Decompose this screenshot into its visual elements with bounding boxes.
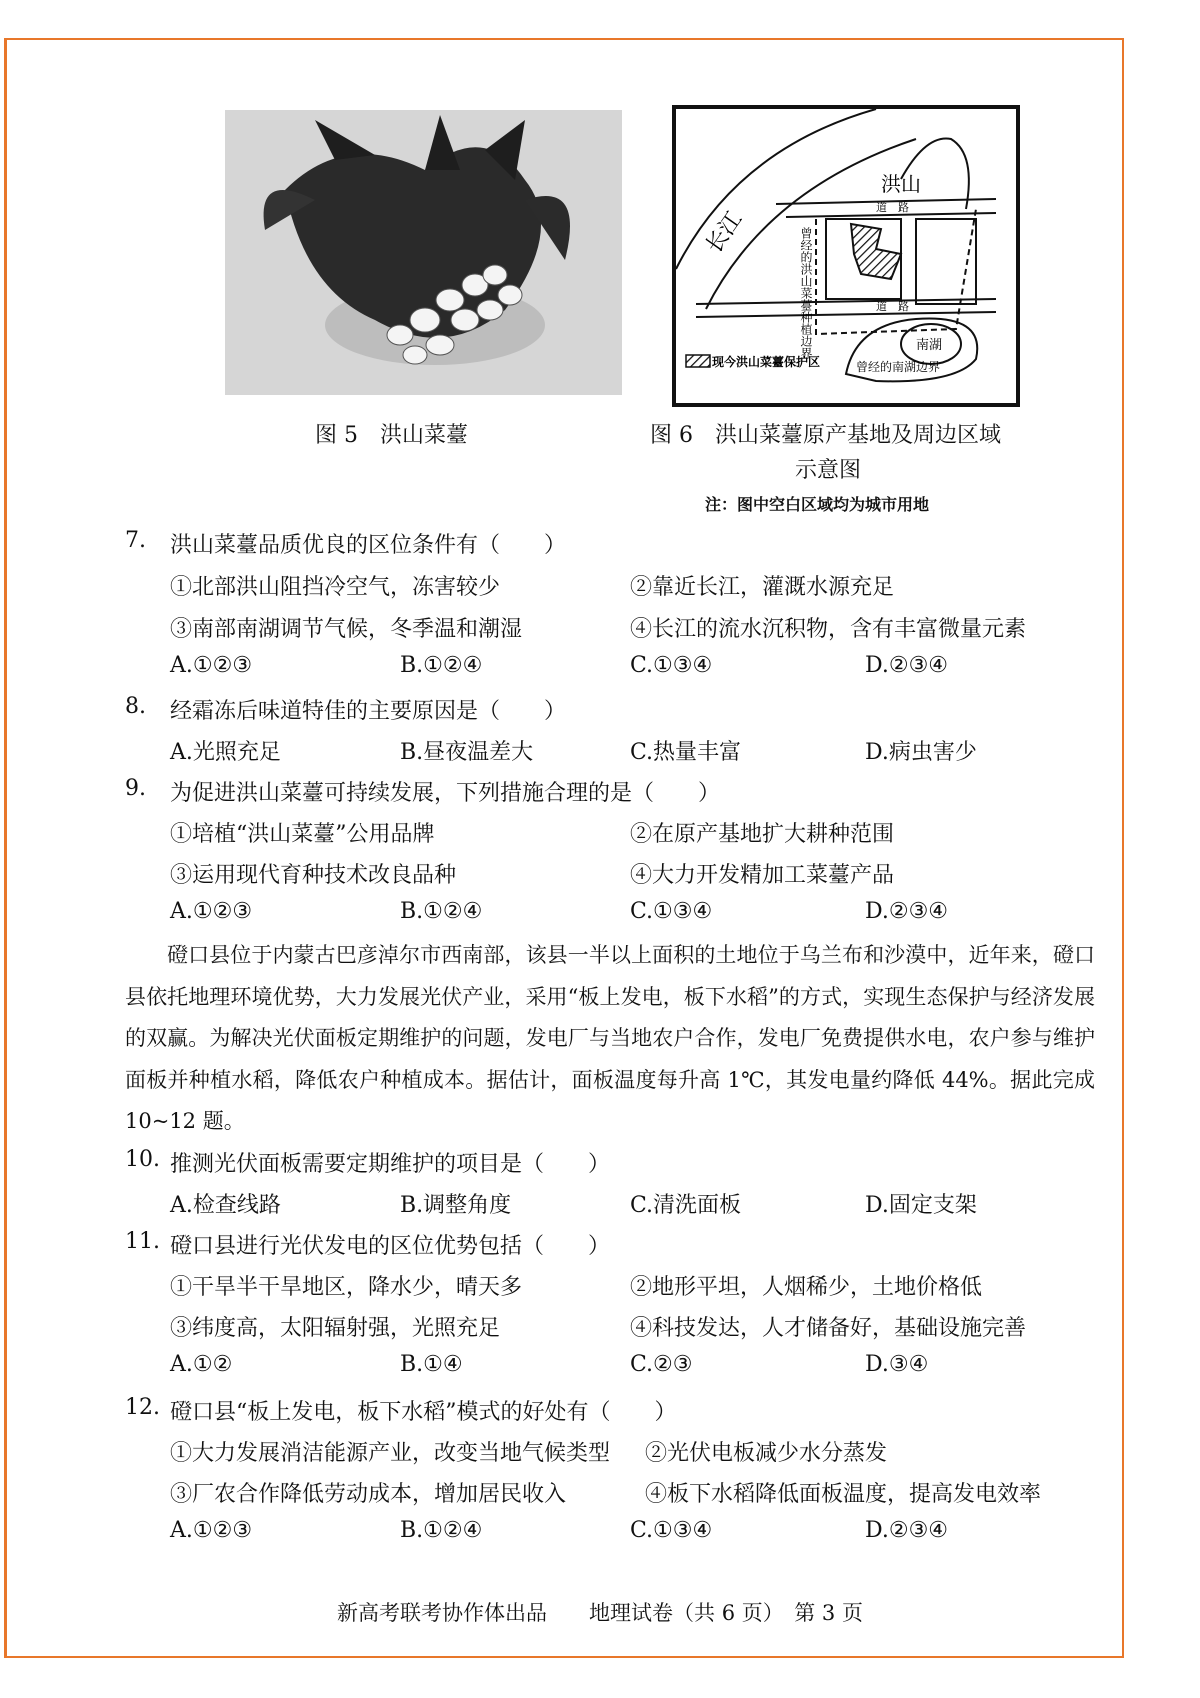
question-9-option-a[interactable]: A.①②③	[170, 899, 253, 924]
page-border-top	[4, 38, 1124, 40]
question-12-option-a[interactable]: A.①②③	[170, 1518, 253, 1543]
question-7-option-a[interactable]: A.①②③	[170, 653, 253, 678]
hongshan-region-map	[672, 105, 1020, 407]
page-border-left	[4, 38, 7, 1658]
question-7-statement-2: ②靠近长江，灌溉水源充足	[630, 575, 895, 600]
question-9-statement-2: ②在原产基地扩大耕种范围	[630, 822, 895, 847]
map-river-label: 长江	[701, 207, 748, 259]
reading-passage: 磴口县位于内蒙古巴彦淖尔市西南部，该县一半以上面积的土地位于乌兰布和沙漠中，近年来，磴口县依托地理环境优势，大力发展光伏产业，采用“板上发电，板下水稻”的方式，实现生态保护与经济发展的双赢。为解决光伏面板定期维护的问题，发电厂与当地农户合作，发电厂免费提供水电，农户参与维护面板并种植水稻，降低农户种植成本。据估计，面板温度每升高 1℃，其发电量约降低 44%。据此完成 10~12 题。	[125, 943, 1095, 1133]
question-11-number: 11.	[125, 1229, 160, 1254]
question-11-statement-3: ③纬度高，太阳辐射强，光照充足	[170, 1316, 501, 1341]
question-11-option-b[interactable]: B.①④	[400, 1352, 463, 1377]
question-10-option-b[interactable]: B.调整角度	[400, 1193, 512, 1218]
question-7-number: 7.	[125, 528, 146, 553]
figure-6-caption-line2: 示意图	[795, 458, 862, 483]
question-8-number: 8.	[125, 694, 146, 719]
question-9-option-c[interactable]: C.①③④	[630, 899, 713, 924]
question-11-option-d[interactable]: D.③④	[865, 1352, 929, 1377]
question-8-option-d[interactable]: D.病虫害少	[865, 740, 977, 765]
question-12-statement-2: ②光伏电板减少水分蒸发	[645, 1441, 888, 1466]
question-9-option-b[interactable]: B.①②④	[400, 899, 483, 924]
hongshan-caitai-photo	[225, 110, 622, 395]
question-11-stem: 磴口县进行光伏发电的区位优势包括（ ）	[170, 1234, 611, 1259]
question-11-statement-4: ④科技发达，人才储备好，基础设施完善	[630, 1316, 1027, 1341]
question-11-option-a[interactable]: A.①②	[170, 1352, 233, 1377]
question-12-option-b[interactable]: B.①②④	[400, 1518, 483, 1543]
question-11-option-c[interactable]: C.②③	[630, 1352, 693, 1377]
question-12-option-d[interactable]: D.②③④	[865, 1518, 949, 1543]
question-11-statement-1: ①干旱半干旱地区，降水少，晴天多	[170, 1275, 523, 1300]
question-12-option-c[interactable]: C.①③④	[630, 1518, 713, 1543]
question-8-option-b[interactable]: B.昼夜温差大	[400, 740, 534, 765]
figure-6-note: 注：图中空白区域均为城市用地	[705, 495, 930, 514]
question-10-stem: 推测光伏面板需要定期维护的项目是（ ）	[170, 1152, 611, 1177]
question-7-option-d[interactable]: D.②③④	[865, 653, 949, 678]
question-7-statement-3: ③南部南湖调节气候，冬季温和潮湿	[170, 617, 523, 642]
question-9-number: 9.	[125, 776, 146, 801]
page-footer: 新高考联考协作体出品 地理试卷（共 6 页） 第 3 页	[337, 1601, 863, 1625]
question-8-option-a[interactable]: A.光照充足	[170, 740, 281, 765]
question-10-number: 10.	[125, 1147, 160, 1172]
map-lake-label: 南湖	[916, 338, 943, 353]
question-10-option-d[interactable]: D.固定支架	[865, 1193, 977, 1218]
question-8-option-c[interactable]: C.热量丰富	[630, 740, 742, 765]
map-road-label-2: 道 路	[876, 300, 909, 313]
figure-5-caption: 图 5 洪山菜薹	[315, 423, 468, 448]
map-lake-boundary-label: 曾经的南湖边界	[856, 360, 941, 374]
question-11-statement-2: ②地形平坦，人烟稀少，土地价格低	[630, 1275, 983, 1300]
question-12-stem: 磴口县“板上发电，板下水稻”模式的好处有（ ）	[170, 1400, 677, 1425]
map-old-boundary-label: 曾经的洪山菜薹种植边界	[799, 227, 813, 359]
question-7-option-b[interactable]: B.①②④	[400, 653, 483, 678]
question-9-statement-4: ④大力开发精加工菜薹产品	[630, 863, 895, 888]
map-legend-label: 现今洪山菜薹保护区	[712, 355, 821, 369]
map-hill-label: 洪山	[881, 172, 921, 196]
question-12-number: 12.	[125, 1395, 160, 1420]
question-7-statement-1: ①北部洪山阻挡冷空气，冻害较少	[170, 575, 501, 600]
page-border-bottom	[4, 1656, 1124, 1658]
question-9-option-d[interactable]: D.②③④	[865, 899, 949, 924]
question-12-statement-1: ①大力发展消洁能源产业，改变当地气候类型	[170, 1441, 611, 1466]
map-road-label-1: 道 路	[876, 201, 909, 214]
question-12-statement-3: ③厂农合作降低劳动成本，增加居民收入	[170, 1482, 567, 1507]
question-10-option-a[interactable]: A.检查线路	[170, 1193, 281, 1218]
question-9-statement-1: ①培植“洪山菜薹”公用品牌	[170, 822, 435, 847]
question-8-stem: 经霜冻后味道特佳的主要原因是（ ）	[170, 699, 567, 724]
question-7-option-c[interactable]: C.①③④	[630, 653, 713, 678]
question-10-option-c[interactable]: C.清洗面板	[630, 1193, 742, 1218]
question-9-stem: 为促进洪山菜薹可持续发展，下列措施合理的是（ ）	[170, 781, 721, 806]
question-7-statement-4: ④长江的流水沉积物，含有丰富微量元素	[630, 617, 1027, 642]
question-9-statement-3: ③运用现代育种技术改良品种	[170, 863, 457, 888]
question-7-stem: 洪山菜薹品质优良的区位条件有（ ）	[170, 533, 567, 558]
question-12-statement-4: ④板下水稻降低面板温度，提高发电效率	[645, 1482, 1042, 1507]
figure-6-caption: 图 6 洪山菜薹原产基地及周边区域	[650, 423, 1001, 448]
page-border-right	[1122, 38, 1124, 1658]
